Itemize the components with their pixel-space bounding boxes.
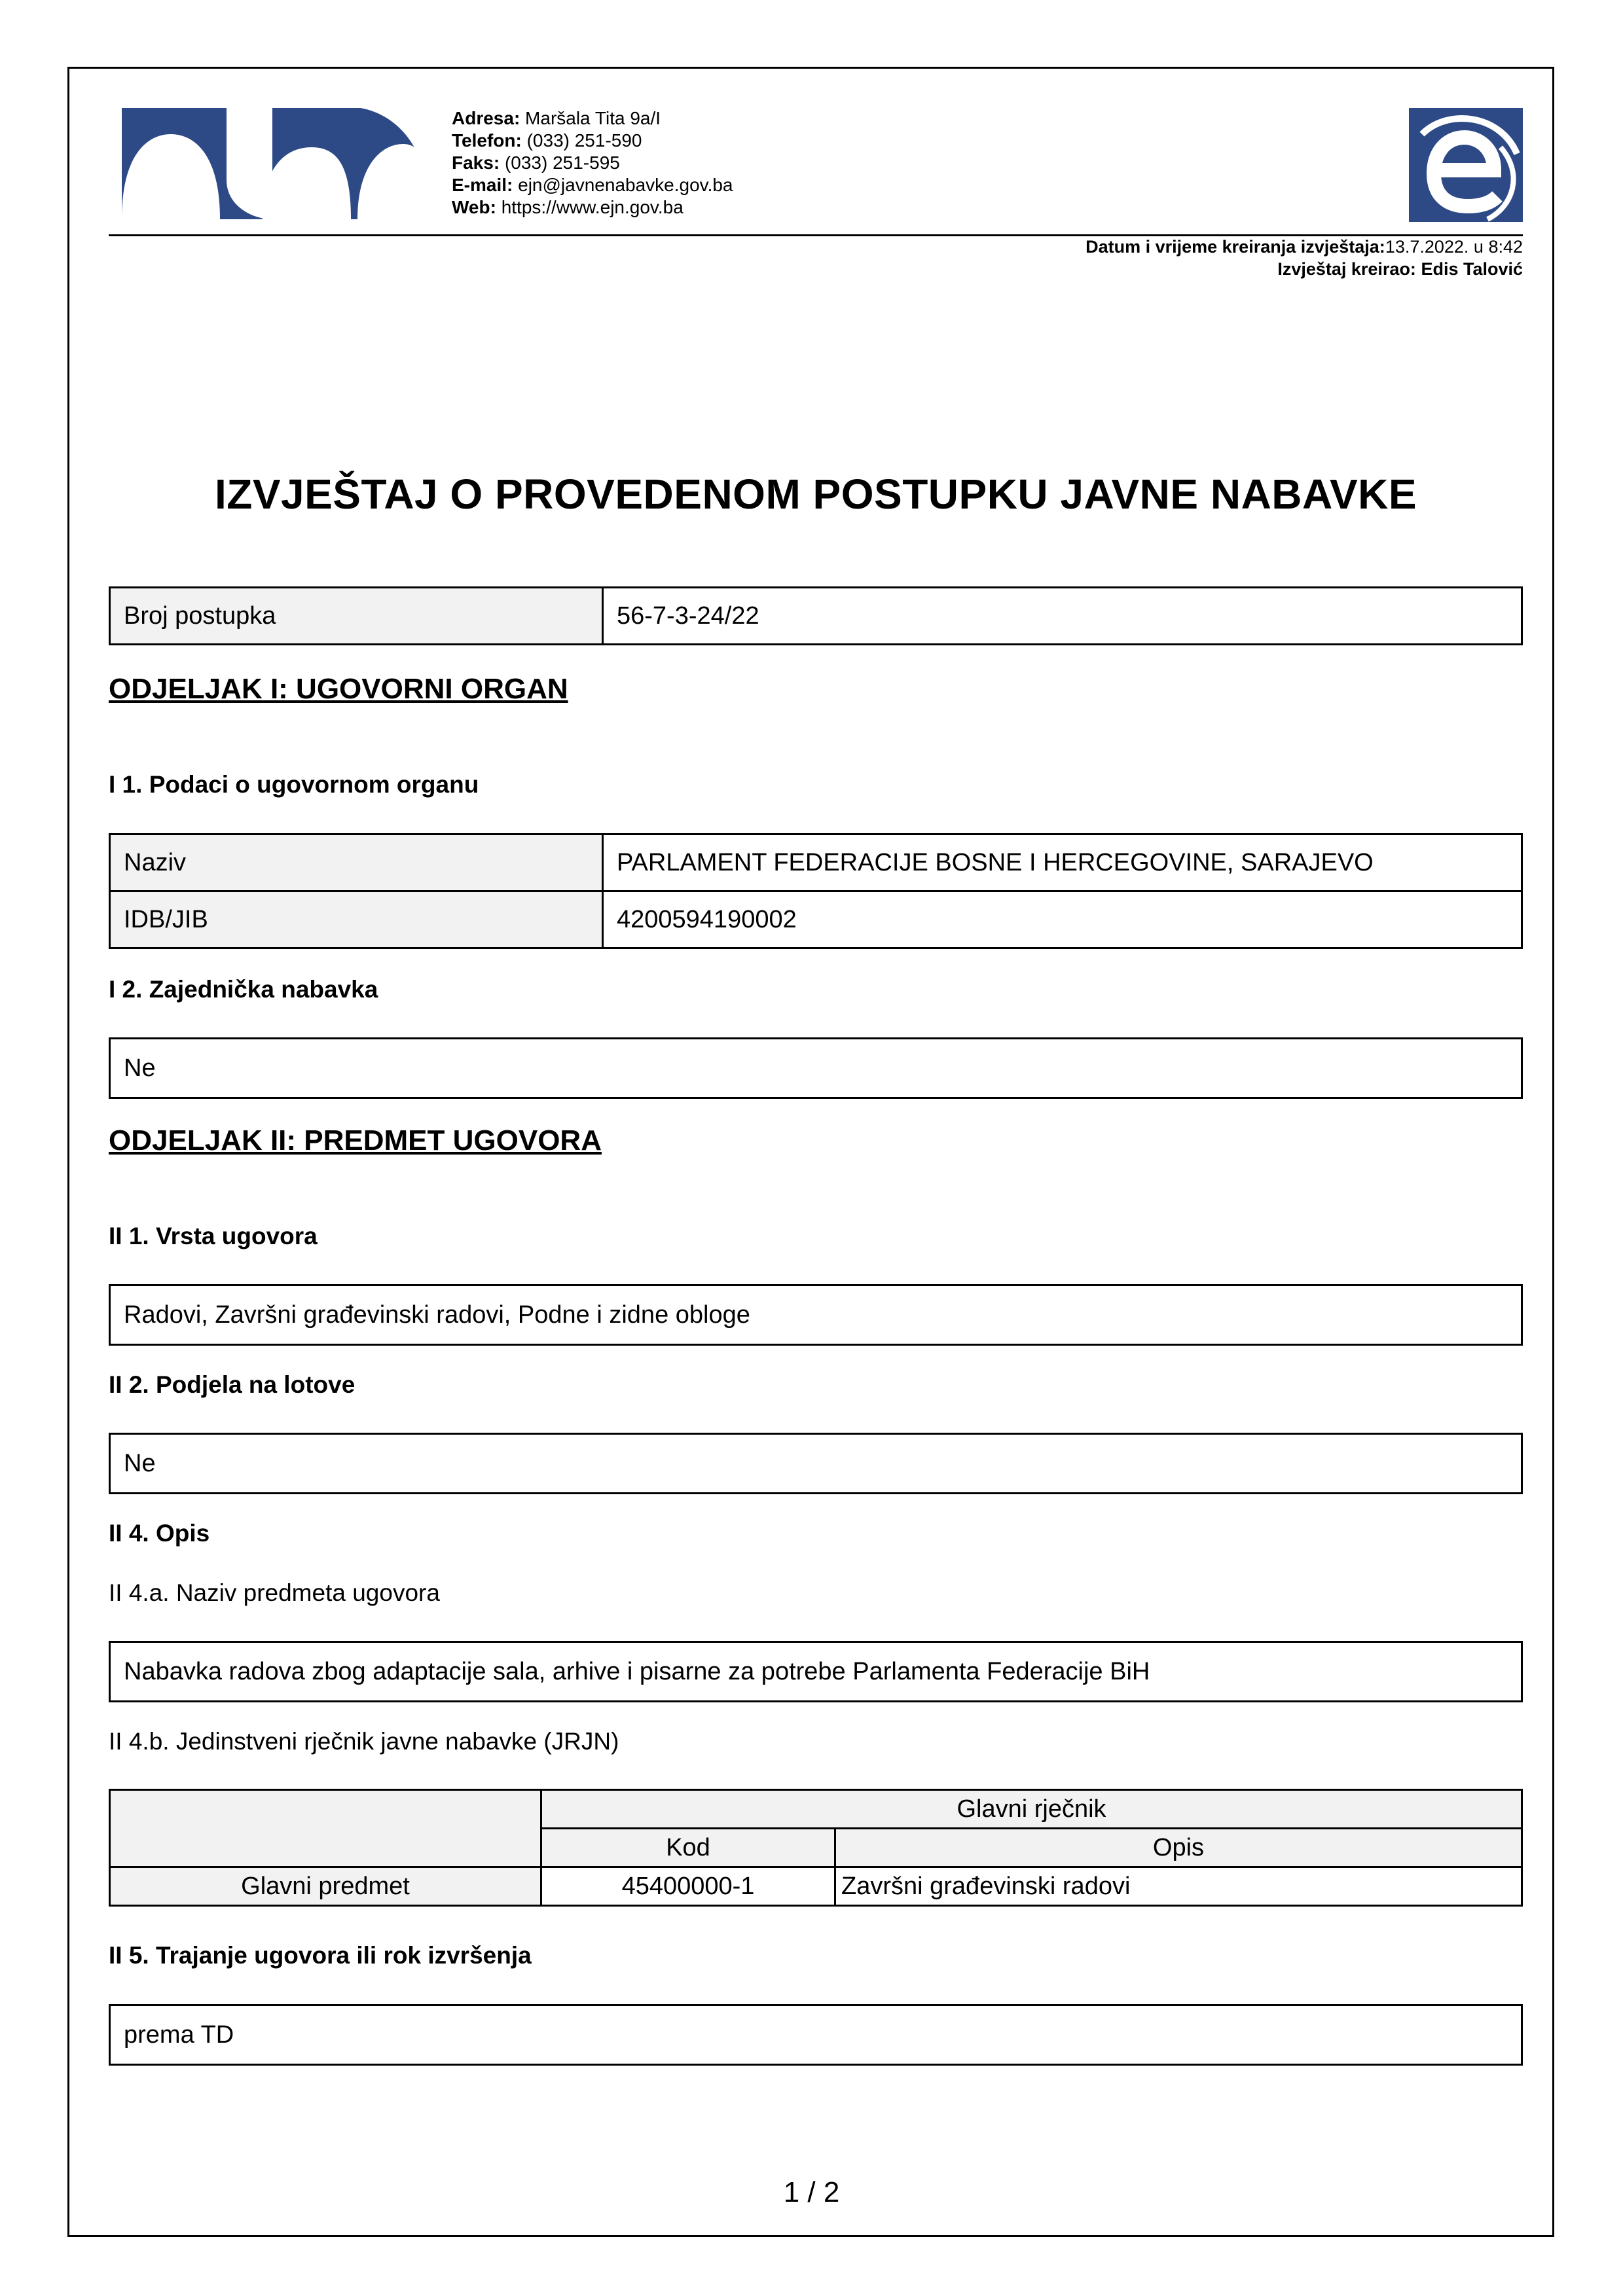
table-row [110,1790,1522,1829]
jrjn-table [109,1789,1523,1907]
zajednicka-nabavka-value: Ne [124,1054,156,1082]
naziv-value: PARLAMENT FEDERACIJE BOSNE I HERCEGOVINE, SARAJEVO [617,848,1374,876]
vrsta-ugovora-value: Radovi, Završni građevinski radovi, Podne i zidne obloge [124,1300,750,1329]
zajednicka-nabavka-box [109,1037,1523,1099]
trajanje-box [109,2004,1523,2066]
ii1-heading: II 1. Vrsta ugovora [109,1223,318,1249]
jrjn-col-opis: Opis [835,1829,1522,1867]
lotovi-value: Ne [124,1449,156,1477]
section-1-heading: ODJELJAK I: UGOVORNI ORGAN [109,673,568,705]
vrsta-ugovora-box [109,1284,1523,1346]
report-meta [1085,236,1523,280]
lotovi-box [109,1433,1523,1494]
ii4b-label: II 4.b. Jedinstveni rječnik javne nabavke (JRJN) [109,1728,619,1755]
contact-address: Adresa: Maršala Tita 9a/I [452,108,661,128]
trajanje-value: prema TD [124,2020,234,2049]
jrjn-row-label: Glavni predmet [110,1867,541,1906]
naziv-predmeta-value: Nabavka radova zbog adaptacije sala, arhive i pisarne za potrebe Parlamenta Federacije BiH [124,1657,1150,1685]
i2-heading: I 2. Zajednička nabavka [109,976,378,1003]
created-line: Datum i vrijeme kreiranja izvještaja:13.7.2022. u 8:42 [1085,237,1523,257]
ejn-logo [1409,108,1523,222]
naziv-label: Naziv [111,835,604,890]
contact-phone: Telefon: (033) 251-590 [452,130,642,151]
idb-label: IDB/JIB [111,892,604,947]
contact-email: E-mail: ejn@javnenabavke.gov.ba [452,175,733,195]
jrjn-row-kod: 45400000-1 [541,1867,835,1906]
contact-fax: Faks: (033) 251-595 [452,152,620,173]
ii4-heading: II 4. Opis [109,1520,210,1547]
table-row [110,1867,1522,1906]
ii4a-label: II 4.a. Naziv predmeta ugovora [109,1579,440,1606]
ii2-heading: II 2. Podjela na lotove [109,1371,356,1398]
broj-postupka-label: Broj postupka [111,588,604,643]
contact-block [452,107,733,219]
broj-postupka-value: 56-7-3-24/22 [617,601,759,630]
contact-web: Web: https://www.ejn.gov.ba [452,197,684,217]
page-number: 1 / 2 [783,2176,840,2208]
ii5-heading: II 5. Trajanje ugovora ili rok izvršenja [109,1942,532,1969]
naziv-predmeta-box [109,1641,1523,1702]
idb-value: 4200594190002 [617,905,797,933]
ugovorni-organ-box [109,833,1523,949]
jrjn-row-opis: Završni građevinski radovi [835,1867,1522,1906]
document-title: IZVJEŠTAJ O PROVEDENOM POSTUPKU JAVNE NABAVKE [214,471,1417,518]
jrjn-empty-header [110,1790,541,1867]
jrjn-group-header: Glavni rječnik [541,1790,1522,1829]
jrjn-col-kod: Kod [541,1829,835,1867]
broj-postupka-box [109,586,1523,645]
author-line: Izvještaj kreirao: Edis Talović [1277,259,1523,279]
section-2-heading: ODJELJAK II: PREDMET UGOVORA [109,1124,602,1157]
agency-logo [122,108,424,219]
i1-heading: I 1. Podaci o ugovornom organu [109,771,479,798]
